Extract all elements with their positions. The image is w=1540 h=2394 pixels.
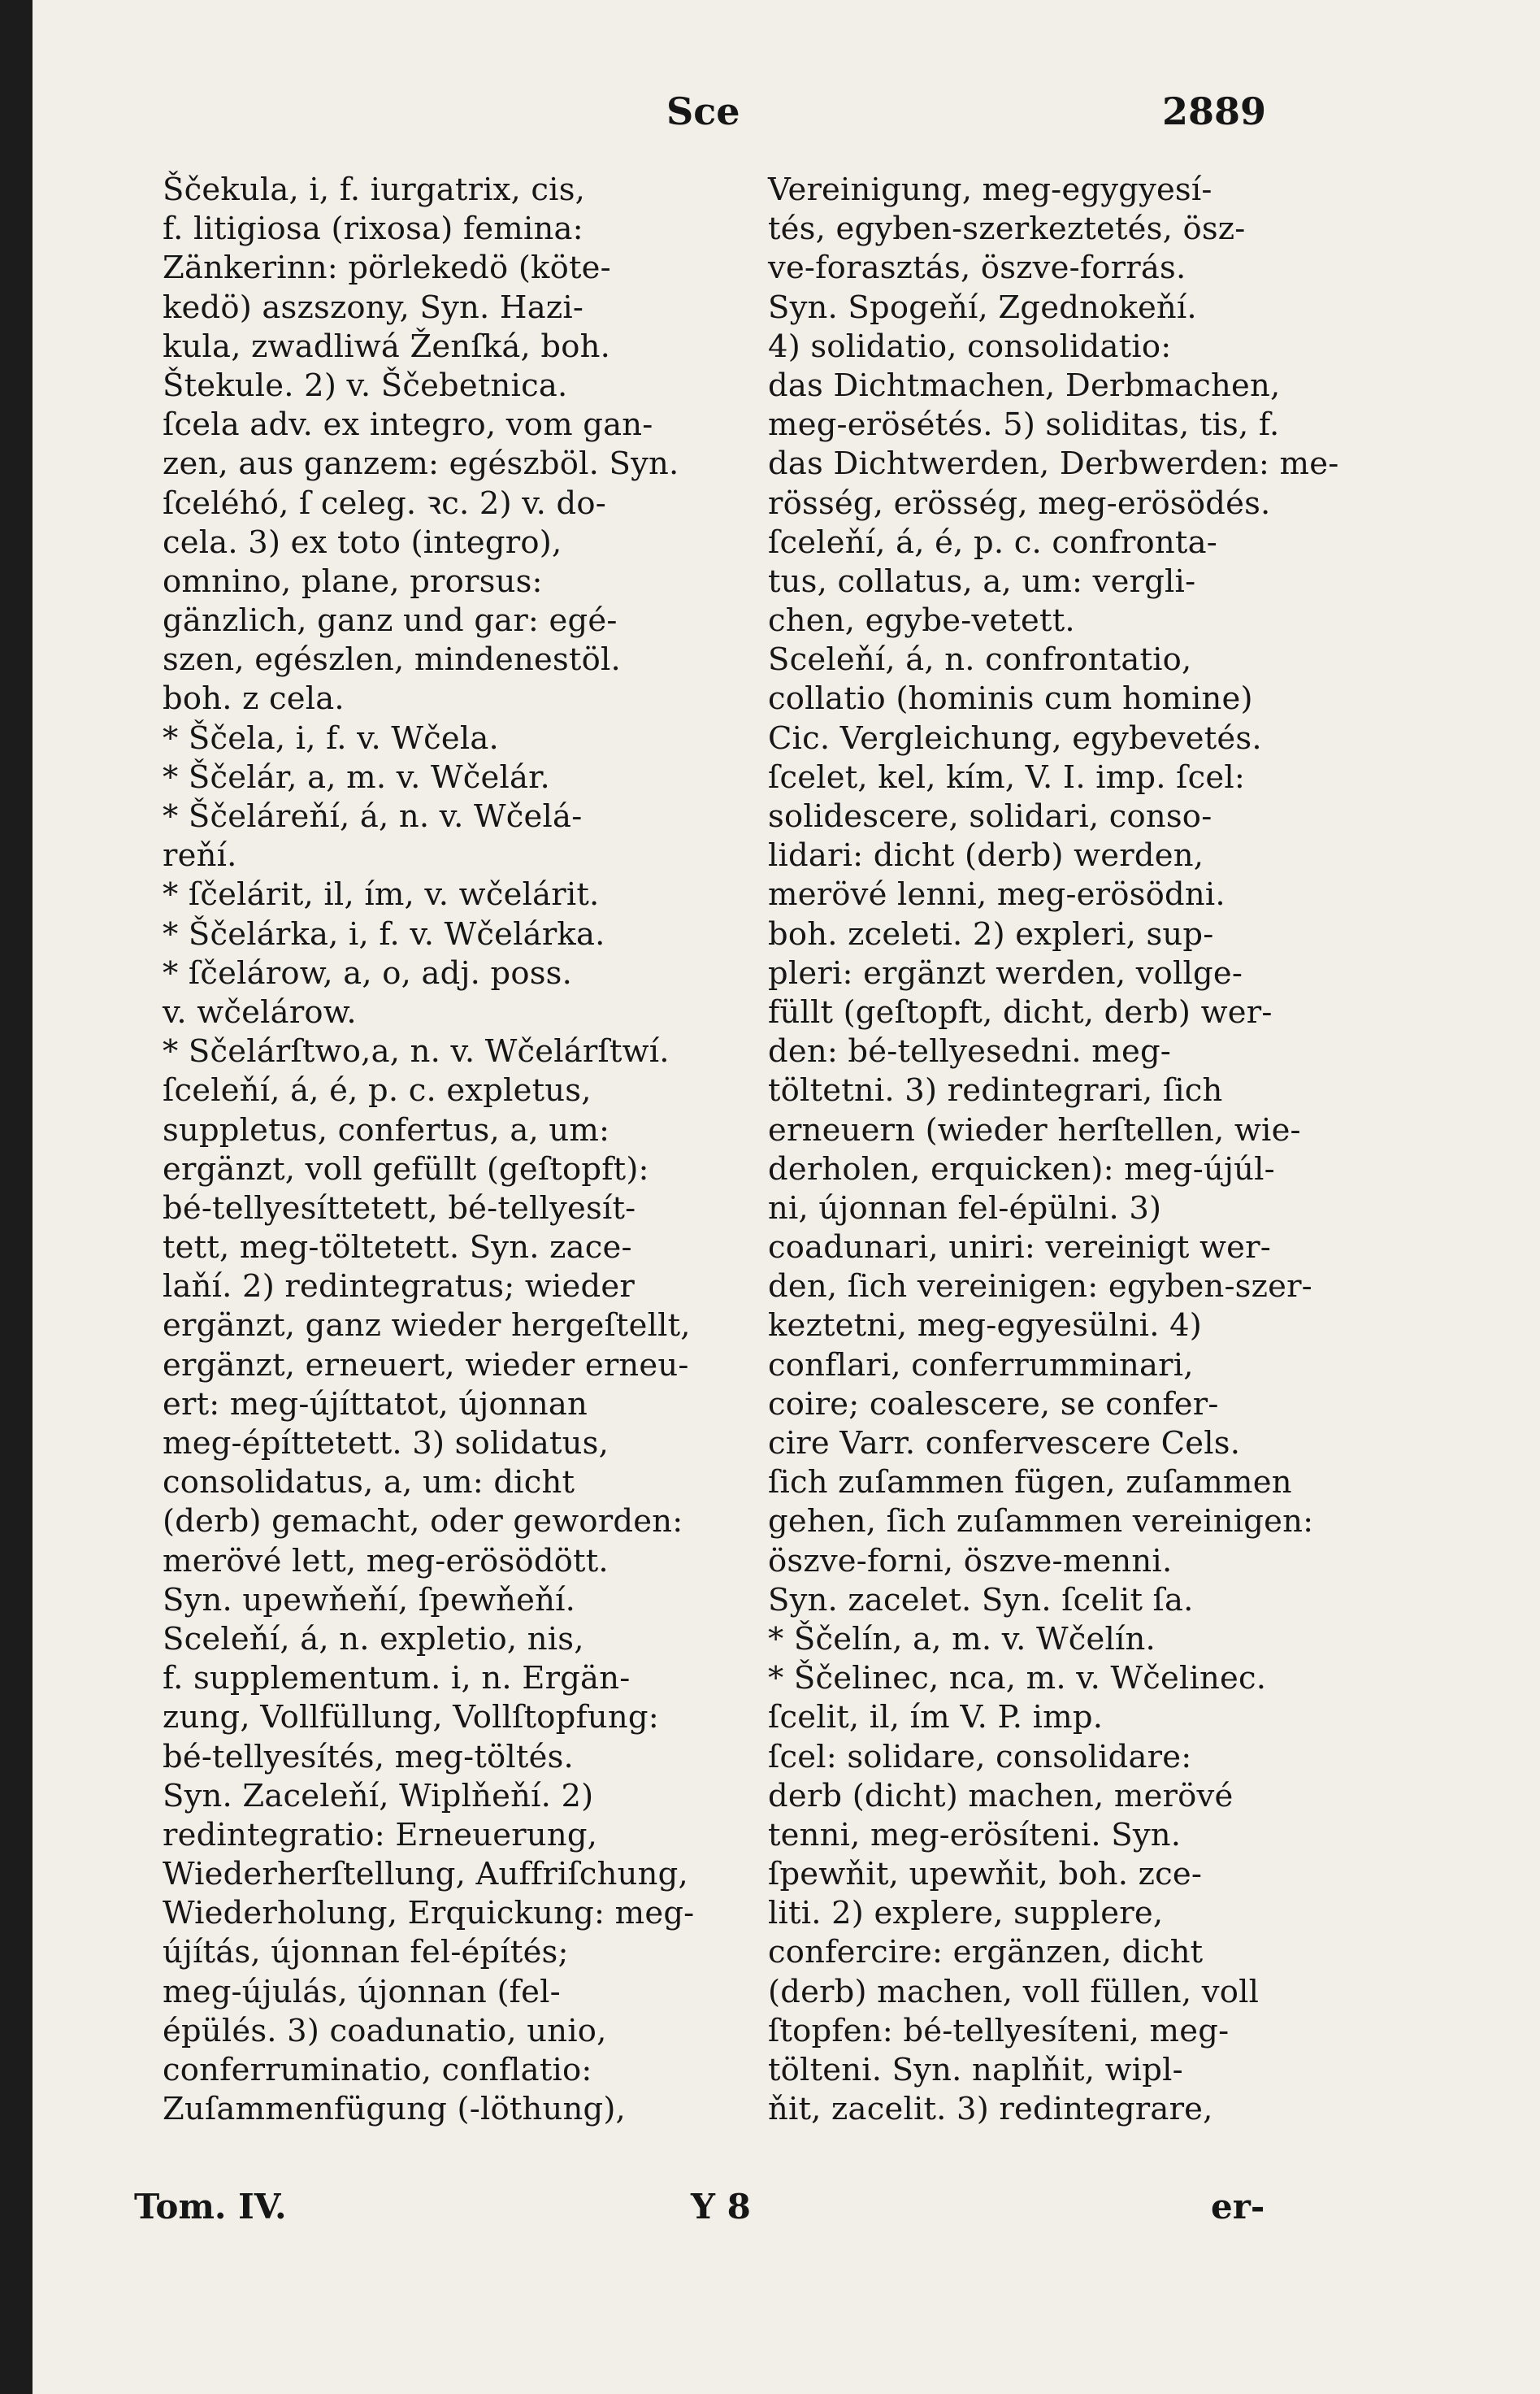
entry-line: ſcela adv. ex integro, vom gan-	[163, 406, 653, 444]
entry-line: ſcelet, kel, kím, V. I. imp. ſcel:	[768, 758, 1246, 796]
entry-line: Ščekula, i, f. iurgatrix, cis,	[163, 172, 586, 208]
left-column	[163, 171, 715, 2129]
entry-line: tus, collatus, a, um: vergli-	[768, 563, 1196, 600]
entry-line: * Ščeláreňí, á, n. v. Wčelá-	[163, 798, 583, 835]
entry-line: * Ščelín, a, m. v. Wčelín.	[768, 1620, 1156, 1658]
entry-line: lidari: dicht (derb) werden,	[768, 837, 1204, 875]
entry-line: ſceleňí, á, é, p. c. confronta-	[768, 524, 1217, 561]
entry-line: redintegratio: Erneuerung,	[163, 1816, 598, 1853]
entry-line: kula, zwadliwá Ženſká, boh.	[163, 328, 611, 365]
entry-line: confercire: ergänzen, dicht	[768, 1934, 1204, 1971]
entry-line: meg-újulás, újonnan (fel-	[163, 1973, 561, 2010]
entry-line: v. wčelárow.	[163, 993, 357, 1031]
entry-line: (derb) machen, voll füllen, voll	[768, 1973, 1260, 2010]
entry-line: Cic. Vergleichung, egybevetés.	[768, 719, 1262, 757]
entry-line: gehen, ſich zuſammen vereinigen:	[768, 1503, 1314, 1540]
entry-line: gänzlich, ganz und gar: egé-	[163, 602, 618, 640]
entry-line: épülés. 3) coadunatio, unio,	[163, 2012, 607, 2049]
entry-line: füllt (geſtopft, dicht, derb) wer-	[768, 993, 1273, 1031]
entry-line: conflari, conferrumminari,	[768, 1346, 1194, 1384]
entry-line: * Ščela, i, f. v. Wčela.	[163, 719, 499, 757]
entry-line: ſceléhó, ſ celeg. ꝛc. 2) v. do-	[163, 484, 606, 522]
entry-line: omnino, plane, prorsus:	[163, 563, 543, 600]
entry-line: pleri: ergänzt werden, vollge-	[768, 954, 1243, 992]
catchword: er-	[1211, 2187, 1265, 2227]
entry-line: rösség, erösség, meg-erösödés.	[768, 484, 1271, 522]
entry-line: Vereinigung, meg-egygyesí-	[768, 172, 1212, 208]
entry-line: consolidatus, a, um: dicht	[163, 1464, 575, 1501]
entry-line: suppletus, confertus, a, um:	[163, 1111, 610, 1149]
entry-line: das Dichtmachen, Derbmachen,	[768, 367, 1281, 404]
entry-line: Syn. zacelet. Syn. ſcelit ſa.	[768, 1581, 1194, 1618]
guide-word: Sce	[666, 89, 740, 133]
entry-line: kedö) aszszony, Syn. Hazi-	[163, 289, 584, 326]
entry-line: * ſčelárit, il, ím, v. wčelárit.	[163, 876, 600, 914]
entry-line: f. supplementum. i, n. Ergän-	[163, 1660, 631, 1697]
entry-line: keztetni, meg-egyesülni. 4)	[768, 1307, 1202, 1345]
entry-line: conferruminatio, conflatio:	[163, 2052, 592, 2088]
entry-line: Syn. Zaceleňí, Wiplňeňí. 2)	[163, 1777, 594, 1814]
entry-line: ſcelit, il, ím V. P. imp.	[768, 1699, 1104, 1736]
entry-line: meg-építtetett. 3) solidatus,	[163, 1425, 609, 1462]
entry-line: Štekule. 2) v. Ščebetnica.	[163, 367, 568, 404]
entry-line: ſpewňit, upewňit, boh. zce-	[768, 1856, 1203, 1893]
entry-line: ſich zuſammen fügen, zuſammen	[768, 1464, 1292, 1501]
entry-line: coadunari, uniri: vereinigt wer-	[768, 1229, 1271, 1267]
entry-line: boh. z cela.	[163, 680, 345, 718]
entry-line: Sceleňí, á, n. expletio, nis,	[163, 1620, 584, 1658]
dictionary-page	[33, 0, 1540, 2394]
tome-label: Tom. IV.	[134, 2187, 287, 2227]
page-footer	[33, 2187, 1540, 2235]
entry-line: das Dichtwerden, Derbwerden: me-	[768, 445, 1339, 483]
entry-line: merövé lett, meg-erösödött.	[163, 1542, 609, 1579]
entry-line: ve-forasztás, öszve-forrás.	[768, 250, 1186, 287]
entry-line: szen, egészlen, mindenestöl.	[163, 641, 621, 679]
entry-line: * Sčelárſtwo,a, n. v. Wčelárſtwí.	[163, 1033, 670, 1071]
page-number: 2889	[1162, 89, 1267, 133]
entry-line: ſcel: solidare, consolidare:	[768, 1738, 1192, 1775]
entry-line: boh. zceleti. 2) expleri, sup-	[768, 915, 1214, 953]
right-column	[768, 171, 1339, 2129]
entry-line: Syn. Spogeňí, Zgednokeňí.	[768, 289, 1197, 326]
entry-line: ni, újonnan fel-épülni. 3)	[768, 1189, 1162, 1227]
entry-line: coire; coalescere, se confer-	[768, 1385, 1219, 1423]
entry-line: újítás, újonnan fel-építés;	[163, 1934, 569, 1971]
running-header	[33, 89, 1540, 146]
entry-line: den: bé-tellyesedni. meg-	[768, 1033, 1172, 1071]
entry-line: merövé lenni, meg-erösödni.	[768, 876, 1225, 914]
entry-line: derb (dicht) machen, merövé	[768, 1777, 1234, 1814]
entry-line: laňí. 2) redintegratus; wieder	[163, 1268, 635, 1306]
entry-line: f. litigiosa (rixosa) femina:	[163, 211, 583, 248]
entry-line: den, ſich vereinigen: egyben-szer-	[768, 1268, 1312, 1306]
entry-line: 4) solidatio, consolidatio:	[768, 328, 1172, 365]
entry-line: tés, egyben-szerkeztetés, ösz-	[768, 211, 1246, 248]
entry-line: reňí.	[163, 837, 237, 875]
entry-line: * Ščelárka, i, f. v. Wčelárka.	[163, 915, 605, 953]
entry-line: Syn. upewňeňí, ſpewňeňí.	[163, 1581, 576, 1618]
entry-line: collatio (hominis cum homine)	[768, 680, 1253, 718]
entry-line: cela. 3) ex toto (integro),	[163, 524, 562, 561]
entry-line: derholen, erquicken): meg-újúl-	[768, 1150, 1275, 1188]
entry-line: ert: meg-újíttatot, újonnan	[163, 1385, 588, 1423]
entry-line: zen, aus ganzem: egészböl. Syn.	[163, 445, 679, 483]
entry-line: tölteni. Syn. naplňit, wipl-	[768, 2052, 1183, 2088]
signature-mark: Y 8	[691, 2187, 751, 2227]
entry-line: ſtopfen: bé-tellyesíteni, meg-	[768, 2012, 1230, 2049]
entry-line: Wiederherſtellung, Auffriſchung,	[163, 1856, 688, 1893]
entry-line: Zuſammenfügung (-löthung),	[163, 2091, 626, 2128]
entry-line: ergänzt, ganz wieder hergeſtellt,	[163, 1307, 691, 1345]
entry-line: chen, egybe-vetett.	[768, 602, 1075, 640]
entry-line: meg-erösétés. 5) soliditas, tis, f.	[768, 406, 1280, 444]
entry-line: öszve-forni, öszve-menni.	[768, 1542, 1173, 1579]
entry-line: * Ščelár, a, m. v. Wčelár.	[163, 758, 550, 796]
entry-line: * Ščelinec, nca, m. v. Wčelinec.	[768, 1660, 1267, 1697]
entry-line: ſceleňí, á, é, p. c. expletus,	[163, 1072, 592, 1110]
entry-line: cire Varr. confervescere Cels.	[768, 1425, 1241, 1462]
entry-line: ergänzt, voll gefüllt (geſtopft):	[163, 1150, 649, 1188]
entry-line: töltetni. 3) redintegrari, ſich	[768, 1072, 1223, 1110]
entry-line: tenni, meg-erösíteni. Syn.	[768, 1816, 1182, 1853]
entry-line: ergänzt, erneuert, wieder erneu-	[163, 1346, 689, 1384]
entry-line: * ſčelárow, a, o, adj. poss.	[163, 954, 573, 992]
entry-line: Sceleňí, á, n. confrontatio,	[768, 641, 1192, 679]
entry-line: tett, meg-töltetett. Syn. zace-	[163, 1229, 632, 1267]
entry-line: Wiederholung, Erquickung: meg-	[163, 1895, 695, 1932]
entry-line: solidescere, solidari, conso-	[768, 798, 1212, 835]
entry-line: erneuern (wieder herſtellen, wie-	[768, 1111, 1301, 1149]
entry-line: liti. 2) explere, supplere,	[768, 1895, 1164, 1932]
entry-line: bé-tellyesítés, meg-töltés.	[163, 1738, 574, 1775]
entry-line: Zänkerinn: pörlekedö (köte-	[163, 250, 611, 287]
entry-line: (derb) gemacht, oder geworden:	[163, 1503, 683, 1540]
entry-line: ňit, zacelit. 3) redintegrare,	[768, 2091, 1213, 2128]
entry-line: zung, Vollfüllung, Vollſtopfung:	[163, 1699, 659, 1736]
entry-line: bé-tellyesíttetett, bé-tellyesít-	[163, 1189, 636, 1227]
